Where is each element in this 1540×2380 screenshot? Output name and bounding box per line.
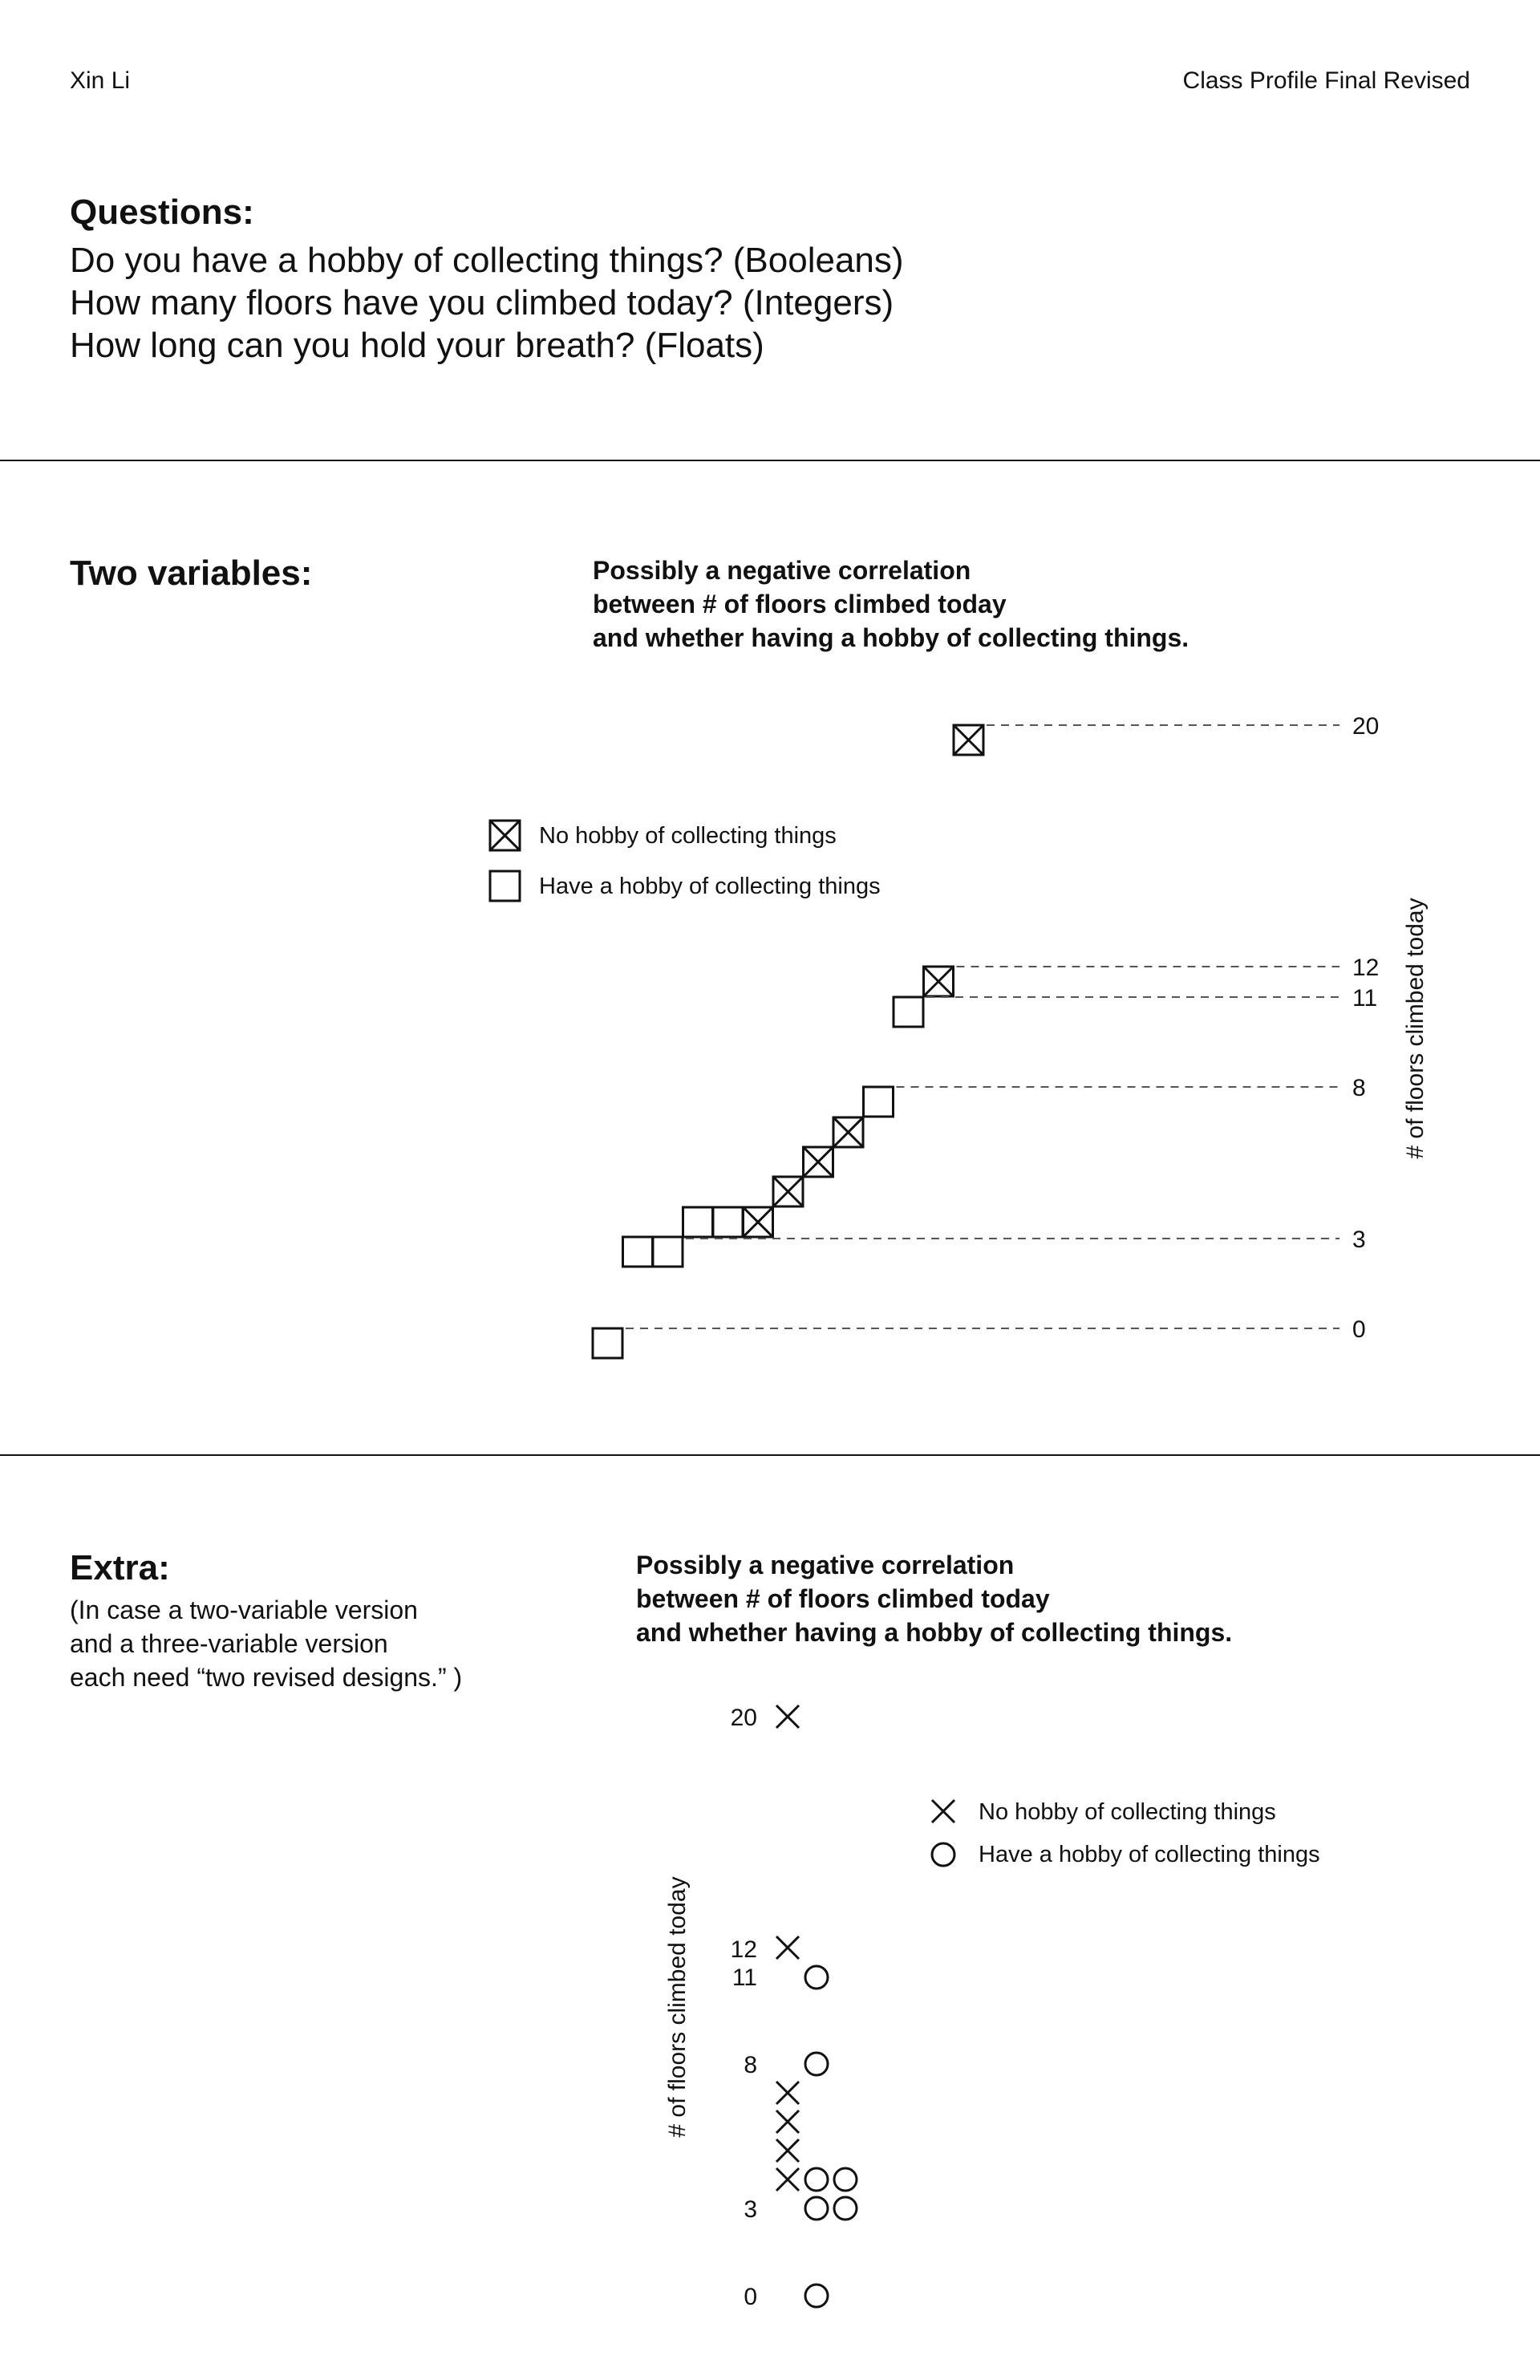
chart2-point-12 (805, 2285, 828, 2307)
question-booleans: Do you have a hobby of collecting things? (Booleans) (70, 241, 904, 280)
chart2-legend-hobby: Have a hobby of collecting things (979, 1842, 1320, 1867)
extra-note-line-3: and whether having a hobby of collecting things. (636, 1618, 1233, 1647)
questions-heading: Questions: (70, 193, 254, 232)
chart1-tick-12: 12 (1352, 955, 1380, 981)
note-line-1: Possibly a negative correlation (593, 556, 971, 585)
two-variables-title: Two variables: (70, 553, 313, 593)
chart2-tick-12: 12 (730, 1936, 757, 1963)
chart1-legend-marker-hobby (490, 871, 520, 901)
chart1-point-1 (623, 1237, 653, 1267)
chart1-legend-no-hobby: No hobby of collecting things (539, 823, 837, 849)
chart2-tick-20: 20 (730, 1705, 757, 1731)
chart2-point-10 (805, 2197, 828, 2220)
chart2-point-3 (805, 2053, 828, 2075)
chart2-tick-0: 0 (744, 2284, 757, 2310)
chart2-legend-no-hobby: No hobby of collecting things (979, 1799, 1276, 1825)
chart1-point-3 (683, 1207, 713, 1237)
extra-note-line-2: between # of floors climbed today (636, 1584, 1050, 1613)
note-line-3: and whether having a hobby of collecting things. (593, 623, 1189, 652)
chart2-y-axis-label: # of floors climbed today (664, 1876, 691, 2138)
chart1-y-axis-label: # of floors climbed today (1402, 898, 1429, 1159)
chart2-tick-11: 11 (732, 1964, 757, 1991)
subnote-line-1: (In case a two-variable version (70, 1595, 418, 1624)
author-name: Xin Li (70, 67, 131, 94)
chart1-legend-hobby: Have a hobby of collecting things (539, 874, 881, 899)
chart2-tick-3: 3 (744, 2196, 757, 2223)
note-line-2: between # of floors climbed today (593, 590, 1007, 618)
document-title: Class Profile Final Revised (1182, 67, 1470, 94)
chart1-tick-0: 0 (1352, 1316, 1366, 1343)
chart1-tick-20: 20 (1352, 713, 1380, 740)
chart1-point-9 (864, 1087, 894, 1117)
chart1-tick-8: 8 (1352, 1075, 1366, 1101)
chart2-point-8 (805, 2168, 828, 2191)
subnote-line-3: each need “two revised designs.” ) (70, 1663, 463, 1692)
extra-note-line-1: Possibly a negative correlation (636, 1551, 1015, 1579)
chart1-tick-11: 11 (1352, 985, 1378, 1012)
question-floats: How long can you hold your breath? (Floats) (70, 326, 764, 365)
extra-title: Extra: (70, 1548, 170, 1587)
subnote-line-2: and a three-variable version (70, 1629, 388, 1658)
chart2-tick-8: 8 (744, 2052, 757, 2078)
chart1-point-2 (653, 1237, 683, 1267)
chart1-point-4 (713, 1207, 743, 1237)
question-integers: How many floors have you climbed today? (Integers) (70, 283, 894, 322)
chart2-legend-marker-hobby (932, 1843, 954, 1866)
chart2-point-2 (805, 1966, 828, 1989)
chart1-tick-3: 3 (1352, 1226, 1366, 1253)
chart2-point-11 (834, 2197, 857, 2220)
chart2-point-9 (834, 2168, 857, 2191)
chart1-point-10 (894, 997, 923, 1027)
chart1-point-0 (593, 1328, 622, 1358)
